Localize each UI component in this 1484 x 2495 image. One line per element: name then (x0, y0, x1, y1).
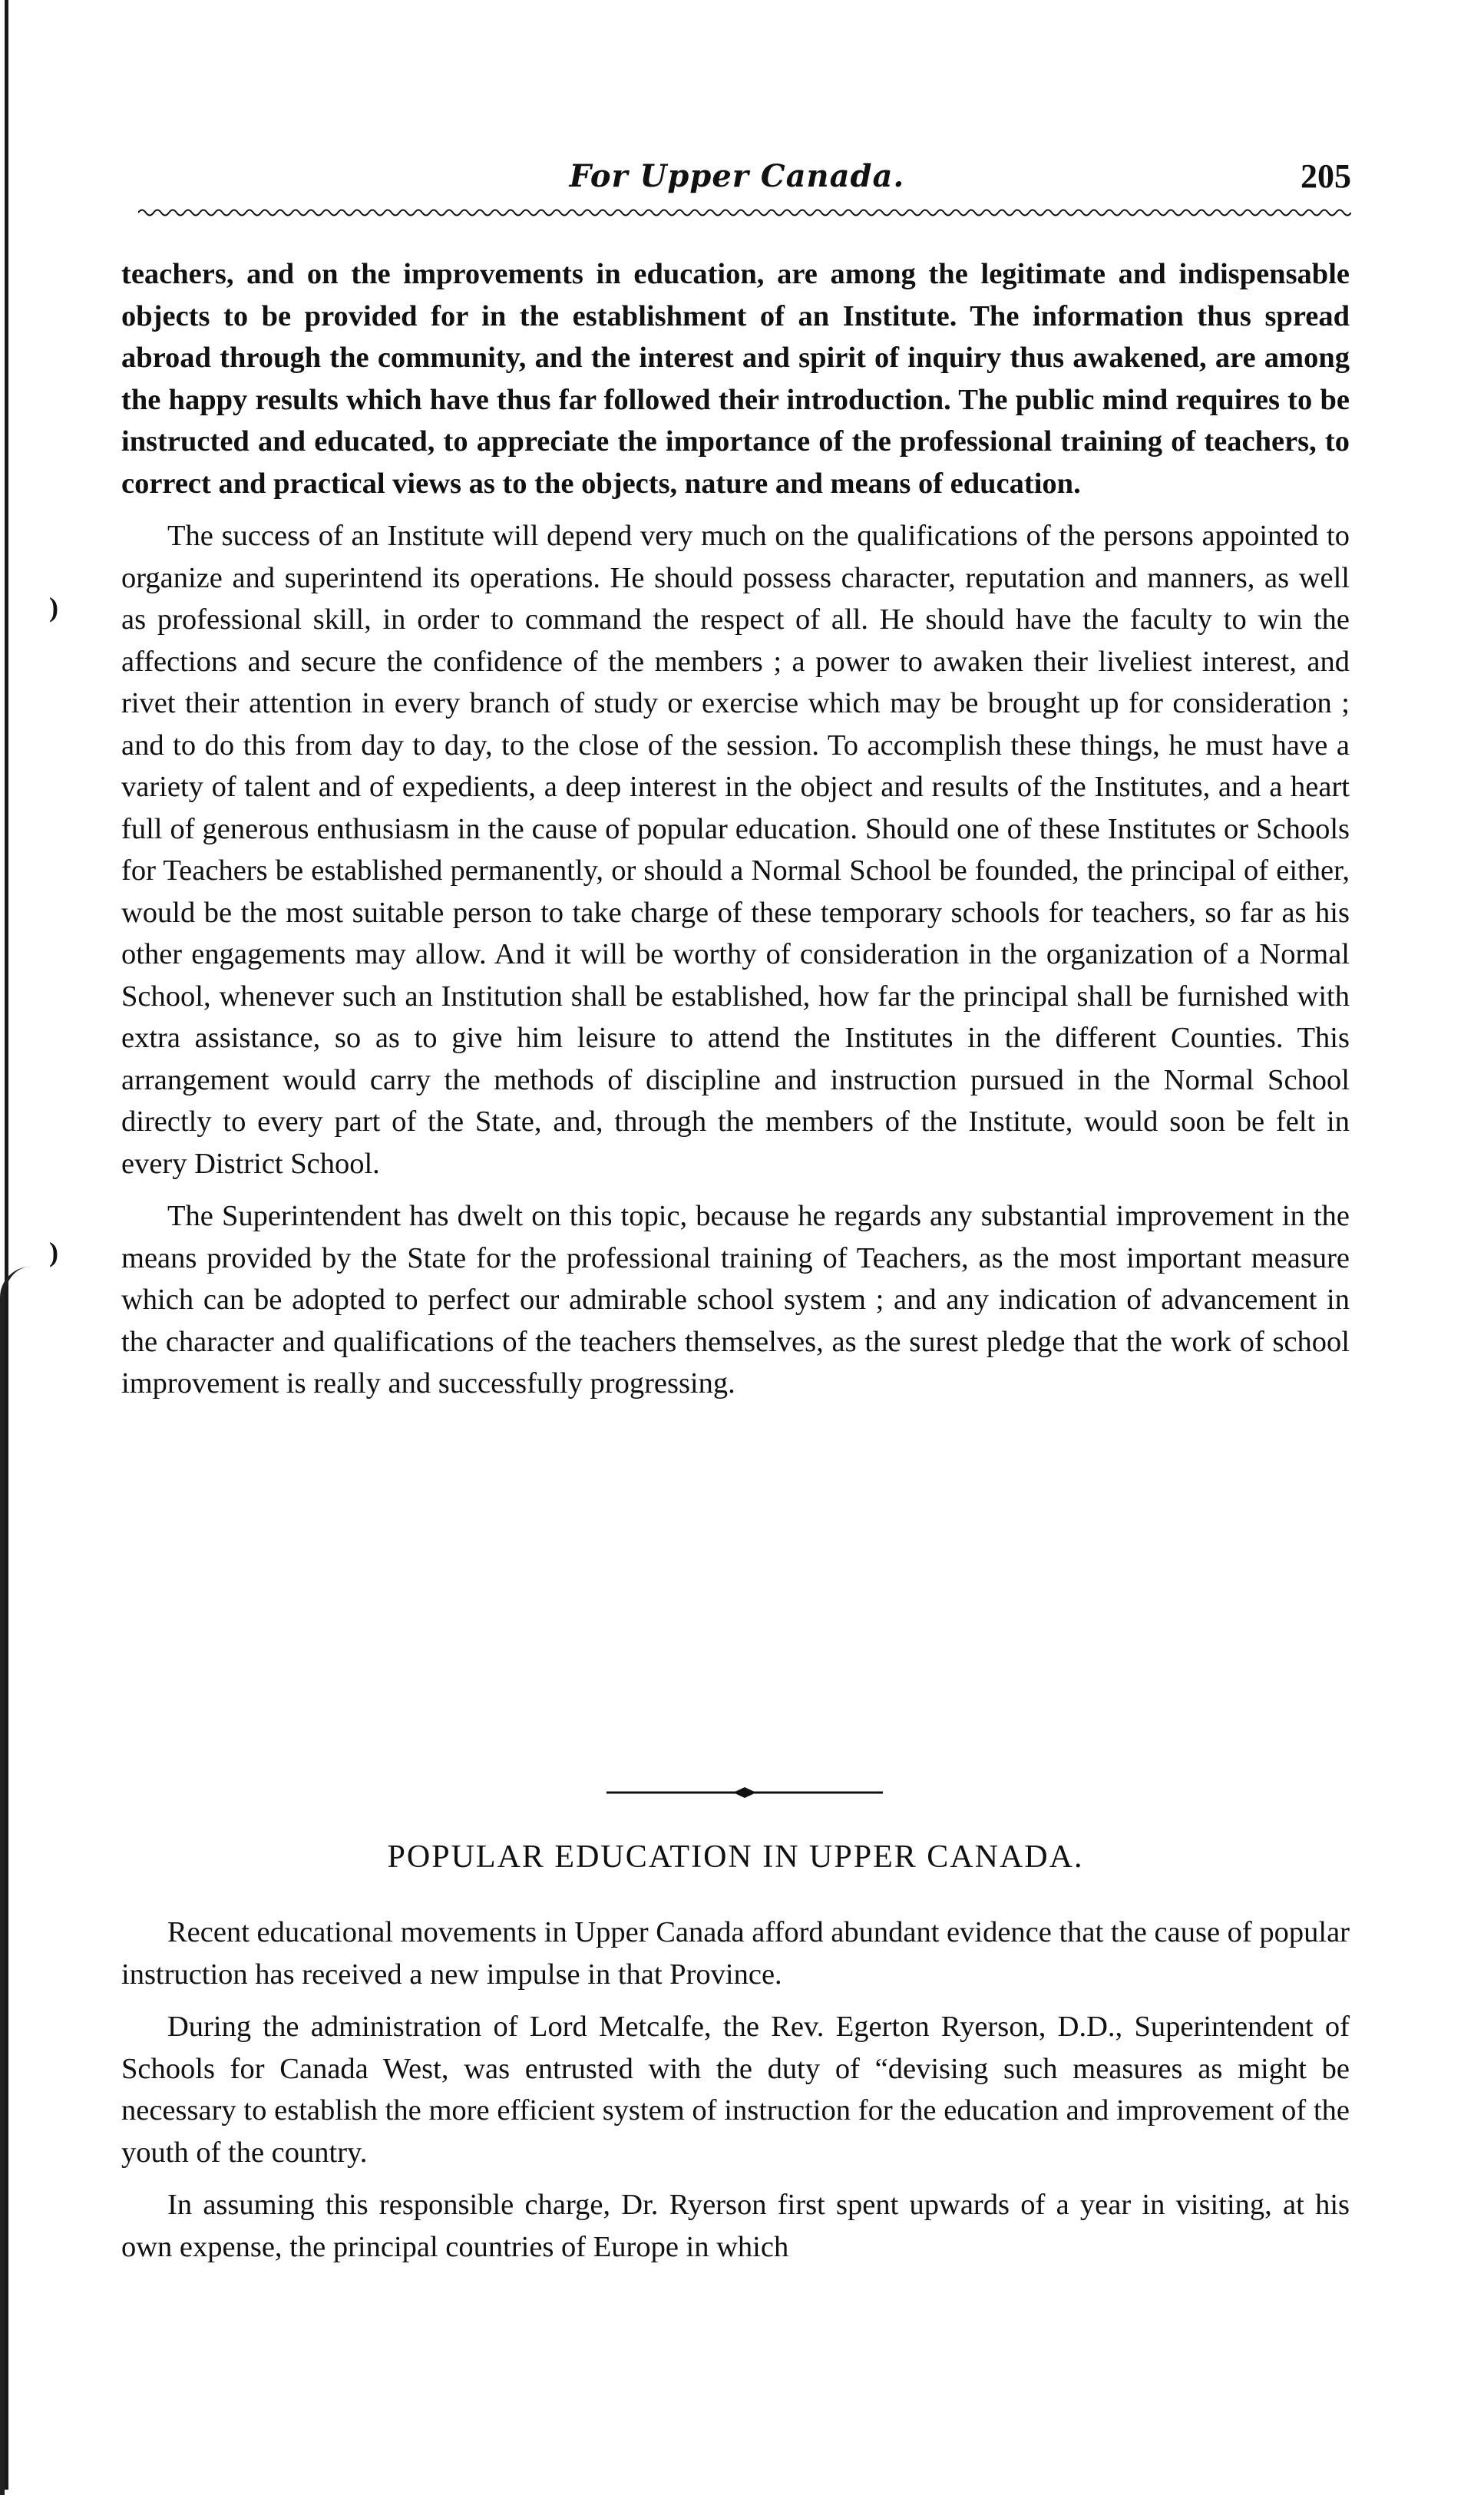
running-head: For Upper Canada. (569, 158, 905, 194)
binding-curl (0, 1267, 31, 2495)
margin-mark: ) (49, 1237, 58, 1267)
paragraph: The success of an Institute will depend very much on the qualifications of the persons appointed to organize and superintend its operations. He should possess character, reputation and manners, as well as professional skill, in order to command the respect of all. He should have the faculty to win the affections and secure the confidence of the members ; a power to awaken their liveliest interest, and rivet their attention in every branch of study or exercise which may be brought up for consideration ; and to do this from day to day, to the close of the session. To accomplish these things, he must have a variety of talent and of expedients, a deep interest in the object and results of the Institutes, and a heart full of generous enthusiasm in the cause of popular education. Should one of these Institutes or Schools for Teachers be established permanently, or should a Normal School be founded, the principal of either, would be the most suitable person to take charge of these temporary schools for teachers, so far as his other engagements may allow. And it will be worthy of consideration in the organization of a Normal School, whenever such an Institution shall be established, how far the principal shall be furnished with extra assistance, so as to give him leisure to attend the Institutes in the different Counties. This arrangement would carry the methods of discipline and instruction pursued in the Normal School directly to every part of the State, and, through the members of the Institute, would soon be felt in every District School. (121, 520, 1350, 1180)
page-number: 205 (1301, 157, 1351, 195)
paragraph: The Superintendent has dwelt on this topic, because he regards any substantial improvement in the means provided by the State for the professional training of Teachers, as the most important measure which can be adopted to perfect our admirable school system ; and any indication of advancement in the character and qualifications of the teachers themselves, as the surest pledge that the work of school improvement is really and successfully progressing. (121, 1200, 1350, 1400)
section-body-text (121, 1912, 1350, 2279)
paragraph: In assuming this responsible charge, Dr. Ryerson first spent upwards of a year in visiting, at his own expense, the principal countries of Europe in which (121, 2189, 1350, 2263)
paragraph: Recent educational movements in Upper Canada afford abundant evidence that the cause of popular instruction has received a new impulse in that Province. (121, 1916, 1350, 1991)
header-wavy-rule (138, 207, 1351, 218)
paragraph: teachers, and on the improvements in education, are among the legitimate and indispensable objects to be provided for in the establishment of an Institute. The information thus spread abroad through the community, and the interest and spirit of inquiry thus awakened, are among the happy results which have thus far followed their introduction. The public mind requires to be instructed and educated, to appreciate the importance of the professional training of teachers, to correct and practical views as to the objects, nature and means of education. (121, 258, 1350, 500)
section-title: POPULAR EDUCATION IN UPPER CANADA. (387, 1839, 1084, 1875)
body-text (121, 253, 1350, 1416)
margin-mark: ) (49, 592, 58, 623)
page-header (123, 154, 1351, 207)
paragraph: During the administration of Lord Metcalfe, the Rev. Egerton Ryerson, D.D., Superintendent of Schools for Canada West, was entrusted with the duty of “devising such measures as might be necessary to establish the more efficient system of instruction for the education and improvement of the youth of the country. (121, 2011, 1350, 2169)
section-divider (599, 1781, 891, 1804)
